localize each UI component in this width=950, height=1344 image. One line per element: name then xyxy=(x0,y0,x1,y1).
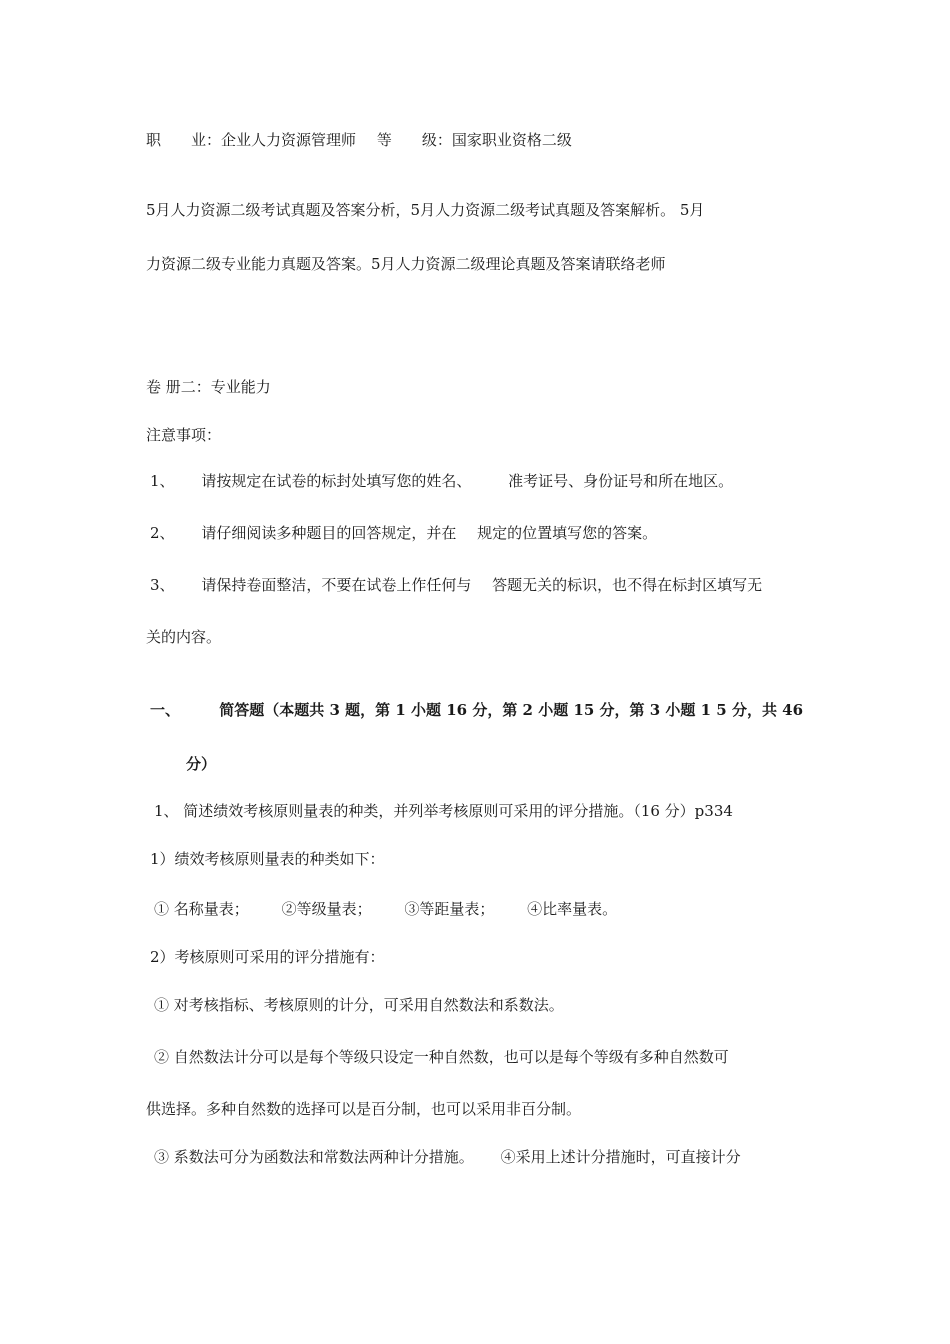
notice-item-1 xyxy=(150,471,733,491)
scale-item: ②等级量表； xyxy=(281,900,372,918)
scoring-point-4: ④采用上述计分措施时，可直接计分 xyxy=(500,1148,741,1166)
scoring-point-2: ② 自然数法计分可以是每个等级只设定一种自然数，也可以是每个等级有多种自然数可 xyxy=(154,1048,729,1066)
notice-item-3-text-b: 答题无关的标识，也不得在标封区填写无 xyxy=(492,576,763,594)
level-label: 等 级： xyxy=(376,131,452,149)
notice-item-1-text-b: 准考证号、身份证号和所在地区。 xyxy=(508,472,734,490)
intro-line-2: 力资源二级专业能力真题及答案。5月人力资源二级理论真题及答案请联络老师 xyxy=(146,255,666,273)
question-1: 1、 简述绩效考核原则量表的种类，并列举考核原则可采用的评分措施。（16 分）p334 xyxy=(154,802,733,820)
notice-item-2 xyxy=(150,523,657,543)
occupation-value: 企业人力资源管理师 xyxy=(221,131,357,149)
scoring-point-1: ① 对考核指标、考核原则的计分，可采用自然数法和系数法。 xyxy=(154,996,564,1014)
notice-item-2-number: 2、 xyxy=(150,524,175,542)
notice-item-3 xyxy=(150,575,762,595)
volume-title: 卷 册二：专业能力 xyxy=(146,378,271,396)
intro-line-1: 5月人力资源二级考试真题及答案分析，5月人力资源二级考试真题及答案解析。 5月 xyxy=(146,201,705,219)
scale-list xyxy=(154,899,617,919)
scoring-point-2-continued: 供选择。多种自然数的选择可以是百分制，也可以采用非百分制。 xyxy=(146,1100,582,1118)
notice-title: 注意事项： xyxy=(146,426,222,444)
question-1-part-1-title: 1）绩效考核原则量表的种类如下： xyxy=(150,850,385,868)
scale-item: ① 名称量表； xyxy=(154,900,249,918)
notice-item-2-text-a: 请仔细阅读多种题目的回答规定，并在 xyxy=(201,524,457,542)
scoring-point-3-4 xyxy=(154,1147,741,1167)
section-1-title-continued: 分） xyxy=(186,755,217,773)
notice-item-3-continued: 关的内容。 xyxy=(146,628,222,646)
scale-item: ③等距量表； xyxy=(404,900,495,918)
scoring-point-3: ③ 系数法可分为函数法和常数法两种计分措施。 xyxy=(154,1148,474,1166)
notice-item-1-number: 1、 xyxy=(150,472,175,490)
question-1-part-2-title: 2）考核原则可采用的评分措施有： xyxy=(150,948,385,966)
notice-item-2-text-b: 规定的位置填写您的答案。 xyxy=(477,524,658,542)
section-1-number: 一、 xyxy=(150,701,181,719)
notice-item-3-number: 3、 xyxy=(150,576,175,594)
notice-item-1-text-a: 请按规定在试卷的标封处填写您的姓名、 xyxy=(201,472,472,490)
occupation-label: 职 业： xyxy=(146,131,222,149)
section-1-title: 简答题（本题共 3 题，第 1 小题 16 分，第 2 小题 15 分，第 3 小题 1 5 分，共 46 xyxy=(219,701,804,719)
header-line xyxy=(146,130,572,150)
scale-item: ④比率量表。 xyxy=(527,900,618,918)
notice-item-3-text-a: 请保持卷面整洁，不要在试卷上作任何与 xyxy=(201,576,472,594)
section-1-heading xyxy=(150,700,803,720)
level-value: 国家职业资格二级 xyxy=(451,131,572,149)
